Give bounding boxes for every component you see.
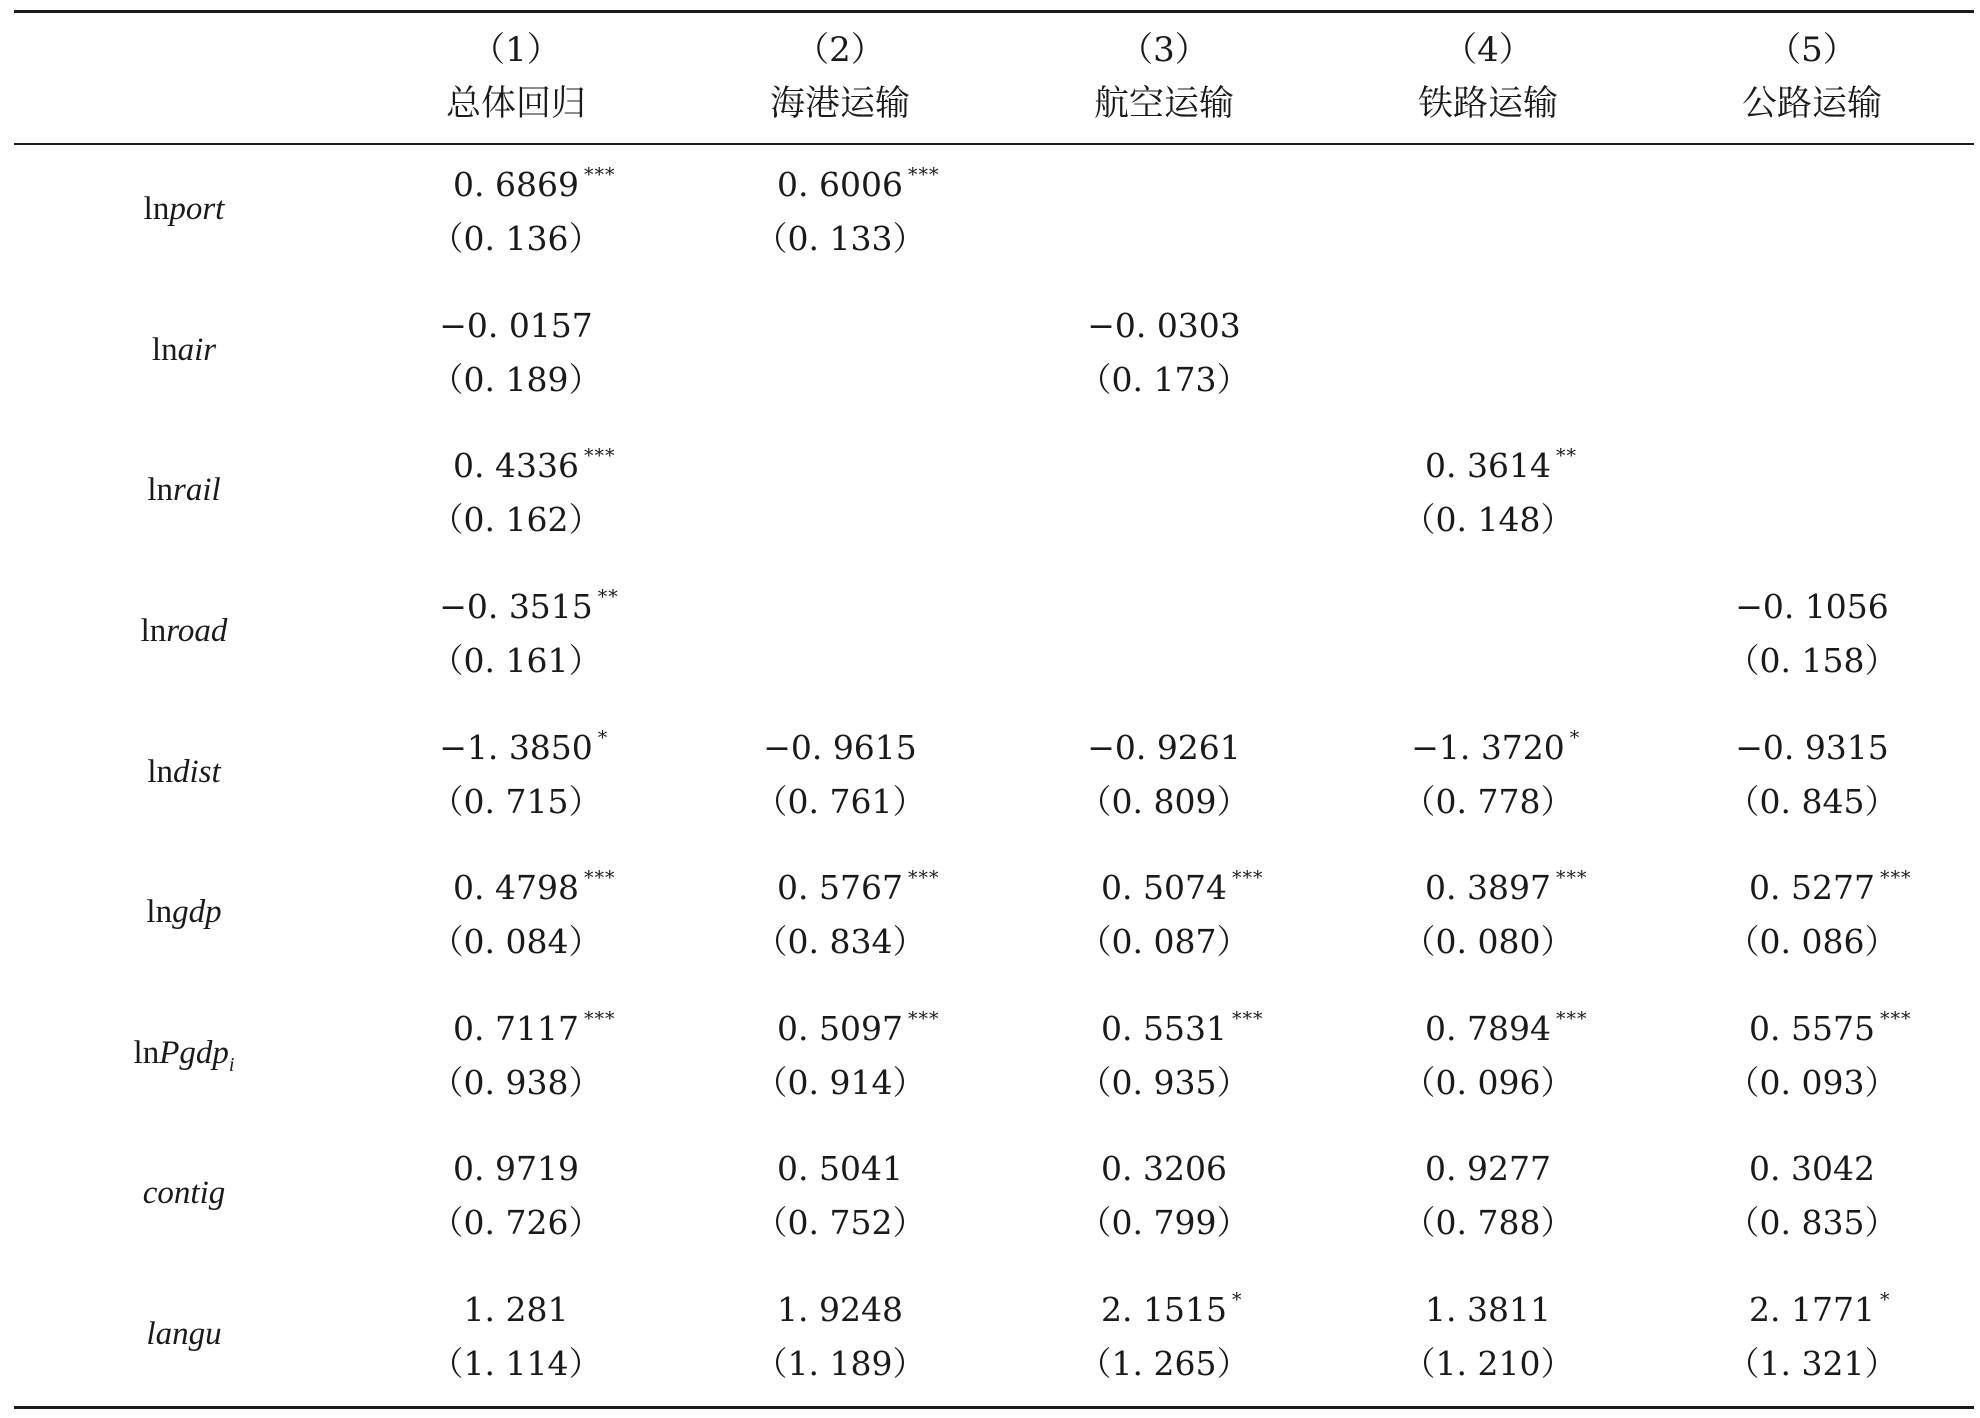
table-cell: [1326, 564, 1650, 705]
standard-error: （0. 084）: [430, 922, 602, 962]
coefficient-value: −1. 3720: [1411, 727, 1565, 767]
table-cell: [1650, 1267, 1974, 1408]
variable-name: [14, 142, 354, 283]
coefficient-value: 0. 5097: [777, 1008, 903, 1048]
coefficient-value: 0. 7894: [1425, 1008, 1551, 1048]
coefficient: [1749, 866, 1912, 910]
coefficient-value: 1. 3811: [1425, 1290, 1551, 1330]
table-row: [14, 845, 1974, 986]
table-cell: [1326, 1126, 1650, 1267]
standard-error: （0. 788）: [1402, 1203, 1574, 1243]
variable-subscript: i: [228, 1053, 235, 1076]
significance-stars: ***: [583, 445, 616, 468]
coefficient: [777, 163, 940, 207]
table-cell: [1326, 845, 1650, 986]
significance-stars: ***: [1879, 1007, 1912, 1030]
standard-error: （0. 845）: [1726, 781, 1898, 821]
significance-stars: *: [597, 726, 609, 749]
significance-stars: ***: [1879, 867, 1912, 890]
table-cell: [678, 423, 1002, 564]
coefficient: [439, 304, 593, 348]
coefficient: [1425, 444, 1577, 488]
coefficient-value: 0. 5531: [1101, 1008, 1227, 1048]
coefficient-value: 2. 1771: [1749, 1290, 1875, 1330]
standard-error: （0. 752）: [754, 1203, 926, 1243]
coefficient-value: 0. 3614: [1425, 446, 1551, 486]
table-cell: [1002, 1267, 1326, 1408]
variable-name: [14, 845, 354, 986]
table-cell: [354, 142, 678, 283]
variable-symbol: rail: [172, 472, 221, 509]
variable-name: [14, 1267, 354, 1408]
coefficient: [464, 1288, 569, 1332]
coefficient-value: 1. 9248: [777, 1290, 903, 1330]
coefficient-value: 0. 5041: [777, 1149, 903, 1189]
coefficient-value: 0. 5074: [1101, 868, 1227, 908]
coefficient: [439, 726, 609, 770]
table-row: [14, 704, 1974, 845]
standard-error: （0. 162）: [430, 500, 602, 540]
standard-error: （0. 136）: [430, 219, 602, 259]
significance-stars: ***: [1231, 1007, 1264, 1030]
coefficient: [777, 1007, 940, 1051]
table-cell: [1002, 986, 1326, 1127]
table-cell: [678, 845, 1002, 986]
coefficient: [777, 1288, 903, 1332]
coefficient: [763, 726, 917, 770]
column-header: [678, 12, 1002, 142]
table-cell: [678, 986, 1002, 1127]
column-name: 铁路运输: [1417, 84, 1558, 124]
coefficient: [1425, 1147, 1551, 1191]
table-cell: [1650, 564, 1974, 705]
column-header: [1326, 12, 1650, 142]
column-number: （5）: [1767, 30, 1857, 70]
table-row: [14, 142, 1974, 283]
coefficient: [453, 1007, 616, 1051]
coefficient-value: −0. 9615: [763, 727, 917, 767]
standard-error: （0. 778）: [1402, 781, 1574, 821]
standard-error: （0. 133）: [754, 219, 926, 259]
standard-error: （0. 938）: [430, 1062, 602, 1102]
coefficient: [453, 444, 616, 488]
coefficient-value: −1. 3850: [439, 727, 593, 767]
standard-error: （1. 210）: [1402, 1344, 1574, 1384]
standard-error: （1. 189）: [754, 1344, 926, 1384]
coefficient: [777, 866, 940, 910]
standard-error: （0. 834）: [754, 922, 926, 962]
coefficient: [453, 866, 616, 910]
table-cell: [1650, 142, 1974, 283]
header-corner: [14, 12, 354, 142]
table-cell: [354, 283, 678, 424]
column-number: （1）: [471, 30, 561, 70]
coefficient-value: 0. 3206: [1101, 1149, 1227, 1189]
variable-prefix: ln: [147, 753, 173, 790]
coefficient: [1411, 726, 1581, 770]
variable-symbol: air: [177, 331, 217, 368]
variable-prefix: ln: [140, 613, 167, 650]
regression-table: [14, 12, 1974, 1407]
table-cell: [1002, 704, 1326, 845]
table-row: [14, 564, 1974, 705]
table-cell: [1326, 283, 1650, 424]
table-cell: [678, 1126, 1002, 1267]
coefficient: [1101, 1288, 1243, 1332]
standard-error: （0. 189）: [430, 359, 602, 399]
table-row: [14, 423, 1974, 564]
significance-stars: ***: [583, 1007, 616, 1030]
coefficient: [1087, 726, 1241, 770]
coefficient-value: 0. 5575: [1749, 1008, 1875, 1048]
significance-stars: ***: [1231, 867, 1264, 890]
coefficient: [1749, 1007, 1912, 1051]
significance-stars: ***: [907, 867, 940, 890]
table-cell: [354, 423, 678, 564]
coefficient: [439, 585, 619, 629]
table-cell: [1650, 986, 1974, 1127]
variable-prefix: ln: [146, 894, 173, 931]
variable-name: [14, 1126, 354, 1267]
standard-error: （0. 761）: [754, 781, 926, 821]
table-cell: [1002, 423, 1326, 564]
standard-error: （0. 148）: [1402, 500, 1574, 540]
variable-symbol: road: [166, 613, 228, 650]
column-name: 总体回归: [445, 84, 586, 124]
column-name: 海港运输: [769, 84, 910, 124]
table-cell: [354, 1267, 678, 1408]
column-number: （4）: [1443, 30, 1533, 70]
standard-error: （1. 265）: [1078, 1344, 1250, 1384]
coefficient: [1749, 1147, 1875, 1191]
standard-error: （0. 173）: [1078, 359, 1250, 399]
coefficient: [453, 163, 616, 207]
significance-stars: ***: [583, 867, 616, 890]
variable-name: [14, 423, 354, 564]
coefficient-value: 0. 7117: [453, 1008, 579, 1048]
column-number: （2）: [795, 30, 885, 70]
table-cell: [678, 283, 1002, 424]
table-cell: [354, 564, 678, 705]
column-header: [354, 12, 678, 142]
column-header: [1002, 12, 1326, 142]
table-cell: [354, 1126, 678, 1267]
coefficient-value: 0. 4798: [453, 868, 579, 908]
standard-error: （1. 321）: [1726, 1344, 1898, 1384]
table-cell: [1326, 986, 1650, 1127]
table-cell: [678, 1267, 1002, 1408]
table-cell: [1326, 423, 1650, 564]
table-row: [14, 986, 1974, 1127]
significance-stars: **: [1555, 445, 1577, 468]
standard-error: （0. 715）: [430, 781, 602, 821]
coefficient-value: −0. 9315: [1735, 727, 1889, 767]
header-row: [14, 12, 1974, 142]
standard-error: （0. 093）: [1726, 1062, 1898, 1102]
coefficient-value: −0. 1056: [1735, 587, 1889, 627]
coefficient: [1735, 726, 1889, 770]
table-cell: [1650, 423, 1974, 564]
table-cell: [354, 704, 678, 845]
standard-error: （0. 914）: [754, 1062, 926, 1102]
standard-error: （0. 158）: [1726, 641, 1898, 681]
significance-stars: *: [1231, 1289, 1243, 1312]
table-cell: [678, 142, 1002, 283]
table-cell: [1002, 845, 1326, 986]
table-row: [14, 283, 1974, 424]
coefficient: [1749, 1288, 1891, 1332]
coefficient: [1101, 866, 1264, 910]
variable-prefix: ln: [143, 191, 170, 228]
coefficient: [1735, 585, 1889, 629]
variable-symbol: contig: [142, 1175, 226, 1212]
table-cell: [678, 564, 1002, 705]
coefficient-value: 0. 5277: [1749, 868, 1875, 908]
standard-error: （0. 726）: [430, 1203, 602, 1243]
standard-error: （0. 080）: [1402, 922, 1574, 962]
significance-stars: *: [1569, 726, 1581, 749]
significance-stars: ***: [1555, 867, 1588, 890]
coefficient-value: −0. 0303: [1087, 305, 1241, 345]
standard-error: （0. 087）: [1078, 922, 1250, 962]
table-cell: [1326, 142, 1650, 283]
variable-prefix: ln: [133, 1034, 160, 1071]
variable-symbol: dist: [172, 753, 221, 790]
table-row: [14, 1267, 1974, 1408]
table-cell: [1326, 704, 1650, 845]
variable-prefix: ln: [151, 331, 178, 368]
table-cell: [1326, 1267, 1650, 1408]
column-header: [1650, 12, 1974, 142]
coefficient-value: 0. 3897: [1425, 868, 1551, 908]
table-cell: [1650, 845, 1974, 986]
coefficient-value: 0. 3042: [1749, 1149, 1875, 1189]
significance-stars: **: [597, 586, 619, 609]
coefficient: [453, 1147, 579, 1191]
coefficient: [1425, 1288, 1551, 1332]
significance-stars: ***: [1555, 1007, 1588, 1030]
coefficient: [1425, 1007, 1588, 1051]
column-number: （3）: [1119, 30, 1209, 70]
standard-error: （0. 935）: [1078, 1062, 1250, 1102]
coefficient-value: 0. 9277: [1425, 1149, 1551, 1189]
table-cell: [1650, 704, 1974, 845]
variable-name: [14, 704, 354, 845]
variable-name: [14, 283, 354, 424]
coefficient: [777, 1147, 903, 1191]
standard-error: （0. 809）: [1078, 781, 1250, 821]
variable-symbol: port: [169, 191, 225, 228]
standard-error: （0. 096）: [1402, 1062, 1574, 1102]
table-cell: [1002, 564, 1326, 705]
significance-stars: *: [1879, 1289, 1891, 1312]
table-cell: [354, 845, 678, 986]
coefficient-value: −0. 3515: [439, 587, 593, 627]
coefficient: [1425, 866, 1588, 910]
significance-stars: ***: [583, 164, 616, 187]
standard-error: （0. 835）: [1726, 1203, 1898, 1243]
coefficient-value: 0. 9719: [453, 1149, 579, 1189]
table-cell: [1002, 1126, 1326, 1267]
coefficient-value: 1. 281: [463, 1290, 569, 1330]
significance-stars: ***: [907, 1007, 940, 1030]
variable-name: [14, 986, 354, 1127]
coefficient-value: 0. 6006: [777, 165, 903, 205]
coefficient-value: −0. 9261: [1087, 727, 1241, 767]
standard-error: （0. 799）: [1078, 1203, 1250, 1243]
coefficient-value: 0. 5767: [777, 868, 903, 908]
table-body: [14, 142, 1974, 1407]
table-row: [14, 1126, 1974, 1267]
variable-symbol: langu: [146, 1316, 222, 1353]
table-cell: [1650, 1126, 1974, 1267]
coefficient: [1101, 1007, 1264, 1051]
table-cell: [678, 704, 1002, 845]
column-name: 航空运输: [1093, 84, 1234, 124]
standard-error: （0. 086）: [1726, 922, 1898, 962]
standard-error: （1. 114）: [430, 1344, 602, 1384]
table-cell: [1002, 283, 1326, 424]
variable-symbol: gdp: [172, 894, 222, 931]
coefficient-value: 2. 1515: [1101, 1290, 1227, 1330]
coefficient: [1087, 304, 1241, 348]
table-cell: [354, 986, 678, 1127]
coefficient-value: 0. 4336: [453, 446, 579, 486]
coefficient-value: −0. 0157: [439, 305, 593, 345]
coefficient-value: 0. 6869: [453, 165, 579, 205]
variable-symbol: Pgdp: [159, 1034, 229, 1071]
column-name: 公路运输: [1741, 84, 1882, 124]
significance-stars: ***: [907, 164, 940, 187]
variable-name: [14, 564, 354, 705]
standard-error: （0. 161）: [430, 641, 602, 681]
table-cell: [1002, 142, 1326, 283]
table-cell: [1650, 283, 1974, 424]
variable-prefix: ln: [147, 472, 173, 509]
coefficient: [1101, 1147, 1227, 1191]
